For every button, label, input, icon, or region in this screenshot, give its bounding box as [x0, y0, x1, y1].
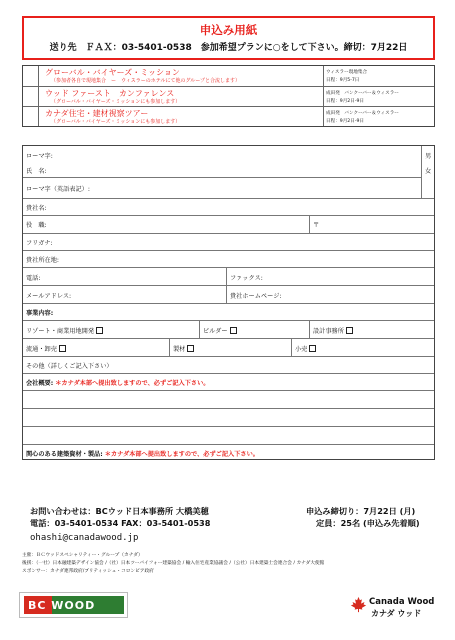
checkbox[interactable] [59, 345, 66, 352]
option-builder-label: ビルダー [203, 328, 228, 335]
checkbox[interactable] [309, 345, 316, 352]
plan-note: （グローバル・バイヤーズ・ミッションにも参加します） [51, 119, 181, 125]
divider [226, 268, 227, 303]
position-label: 役 職: [26, 222, 47, 229]
divider [23, 444, 434, 445]
interest-row [26, 449, 259, 458]
plan-note: （グローバル・バイヤーズ・ミッションにも参加します） [51, 99, 181, 105]
divider [23, 303, 434, 304]
plan-info-line: 成田発 バンクーバー＆ウィスラー [326, 111, 399, 116]
plan-note: （参加者各自で現地集合 ー ウィスラーのホテルにて他のグループと合流します） [51, 78, 241, 84]
checkbox[interactable] [96, 327, 103, 334]
option-retail[interactable] [295, 344, 316, 353]
divider [23, 285, 434, 286]
registration-form [22, 145, 435, 460]
tel-fax-line: 電話：03-5401-0534 FAX：03-5401-0538 [30, 518, 211, 528]
divider [23, 338, 434, 339]
english-title-label: ローマ字（英語表記）: [26, 186, 90, 193]
plan-info-line: 日程：9月5-7日 [326, 78, 360, 83]
divider [23, 390, 434, 391]
company-label: 貴社名: [26, 205, 47, 212]
plan-info-line: 日程：9月2日-9日 [326, 99, 364, 104]
divider [23, 215, 434, 216]
checkbox[interactable] [346, 327, 353, 334]
sponsor-line: スポンサー：カナダ連邦政府/ブリティッシュ・コロンビア政府 [22, 569, 154, 574]
plan-row [23, 106, 434, 126]
divider [23, 177, 421, 178]
plan-table [22, 65, 435, 127]
header-box [22, 16, 435, 60]
plan-info-line: 日程：9月2日-9日 [326, 119, 364, 124]
bc-wood-logo [19, 592, 128, 618]
postal-label: 〒 [313, 222, 320, 229]
plan-check-cell[interactable] [23, 87, 39, 106]
divider [23, 426, 434, 427]
other-label: その他（詳しくご記入下さい） [26, 363, 113, 370]
option-lumber[interactable] [173, 344, 194, 353]
interest-label: 関心のある建築資材・製品: [26, 451, 103, 458]
interest-note: ＊カナダ本部へ提出致しますので、必ずご記入下さい。 [104, 451, 259, 458]
address-label: 貴社所在地: [26, 257, 60, 264]
plan-name: カナダ住宅・建材視察ツアー [45, 109, 149, 118]
capacity-line: 定員：25名 (申込み先着順) [316, 518, 420, 528]
option-builder[interactable] [203, 326, 237, 335]
checkbox[interactable] [187, 345, 194, 352]
page-title: 申込み用紙 [199, 23, 258, 37]
furigana-label: フリガナ: [26, 240, 53, 247]
contact-email[interactable]: ohashi@canadawood.jp [30, 533, 139, 543]
organizer-line: 主催：ＢＣウッドスペシャリティー・グループ（カナダ） [22, 553, 143, 558]
overview-note: ＊カナダ本部へ提出致しますので、必ずご記入下さい。 [55, 380, 210, 387]
plan-name: グローバル・バイヤーズ・ミッション [45, 68, 180, 77]
divider [23, 320, 434, 321]
plan-row [23, 86, 434, 106]
divider [23, 356, 434, 357]
checkbox[interactable] [230, 327, 237, 334]
option-design-label: 設計事務所 [313, 328, 344, 335]
plan-info [323, 66, 436, 86]
divider [23, 233, 434, 234]
divider [309, 216, 310, 233]
divider [291, 339, 292, 356]
option-dist-label: 流通・卸売 [26, 346, 57, 353]
plan-row [23, 66, 434, 86]
divider [23, 373, 434, 374]
canada-wood-jp: カナダ ウッド [371, 609, 422, 618]
divider [23, 250, 434, 251]
option-resort-label: リゾート・商業用地開発 [26, 328, 95, 335]
plan-info-line: ウィスラー現地集合 [326, 70, 368, 75]
phone-label: 電話: [26, 275, 41, 282]
support-line: 後援：（一社）日本融建築デザイン協会 /（社）日本ツーバイフォー建築協会 / 輸入住宅産業協議会 /（公社）日本建築士会連合会 / カナダ大使館 [22, 561, 325, 566]
option-dist[interactable] [26, 344, 66, 353]
plan-info [323, 87, 436, 106]
gender-female[interactable]: 女 [425, 168, 432, 175]
fax-label: ファックス: [230, 275, 263, 282]
gender-male[interactable]: 男 [425, 153, 432, 160]
divider [23, 198, 434, 199]
business-label: 事業内容: [26, 310, 54, 317]
canada-wood-logo [348, 594, 440, 624]
plan-check-cell[interactable] [23, 66, 39, 86]
divider [169, 339, 170, 356]
divider [309, 321, 310, 338]
option-lumber-label: 製材 [173, 346, 186, 353]
send-to-line: 送り先 ＦＡＸ：03-5401-0538 参加希望プランに○をして下さい。締切：7月22日 [49, 43, 408, 53]
divider [199, 321, 200, 338]
option-design[interactable] [313, 326, 353, 335]
homepage-label: 貴社ホームページ: [230, 293, 282, 300]
maple-leaf-icon [350, 596, 367, 613]
divider [23, 267, 434, 268]
bc-logo-text: BC WOOD [28, 599, 96, 612]
overview-label: 会社概要: [26, 380, 54, 387]
email-label: メールアドレス: [26, 293, 72, 300]
name-label: 氏 名: [26, 168, 47, 175]
romaji-label: ローマ字: [26, 153, 53, 160]
divider [421, 146, 422, 198]
plan-name: ウッド ファースト カンファレンス [45, 89, 175, 98]
plan-info [323, 107, 436, 126]
option-retail-label: 小売 [295, 346, 308, 353]
contact-line: お問い合わせは：BCウッド日本事務所 大橋美穂 [30, 506, 209, 516]
plan-check-cell[interactable] [23, 107, 39, 126]
canada-wood-en: Canada Wood [369, 597, 435, 607]
deadline-line: 申込み締切り：7月22日 (月) [306, 506, 416, 516]
divider [23, 408, 434, 409]
option-resort[interactable] [26, 326, 103, 335]
overview-row [26, 378, 209, 387]
plan-info-line: 成田発 バンクーバー＆ウィスラー [326, 91, 399, 96]
